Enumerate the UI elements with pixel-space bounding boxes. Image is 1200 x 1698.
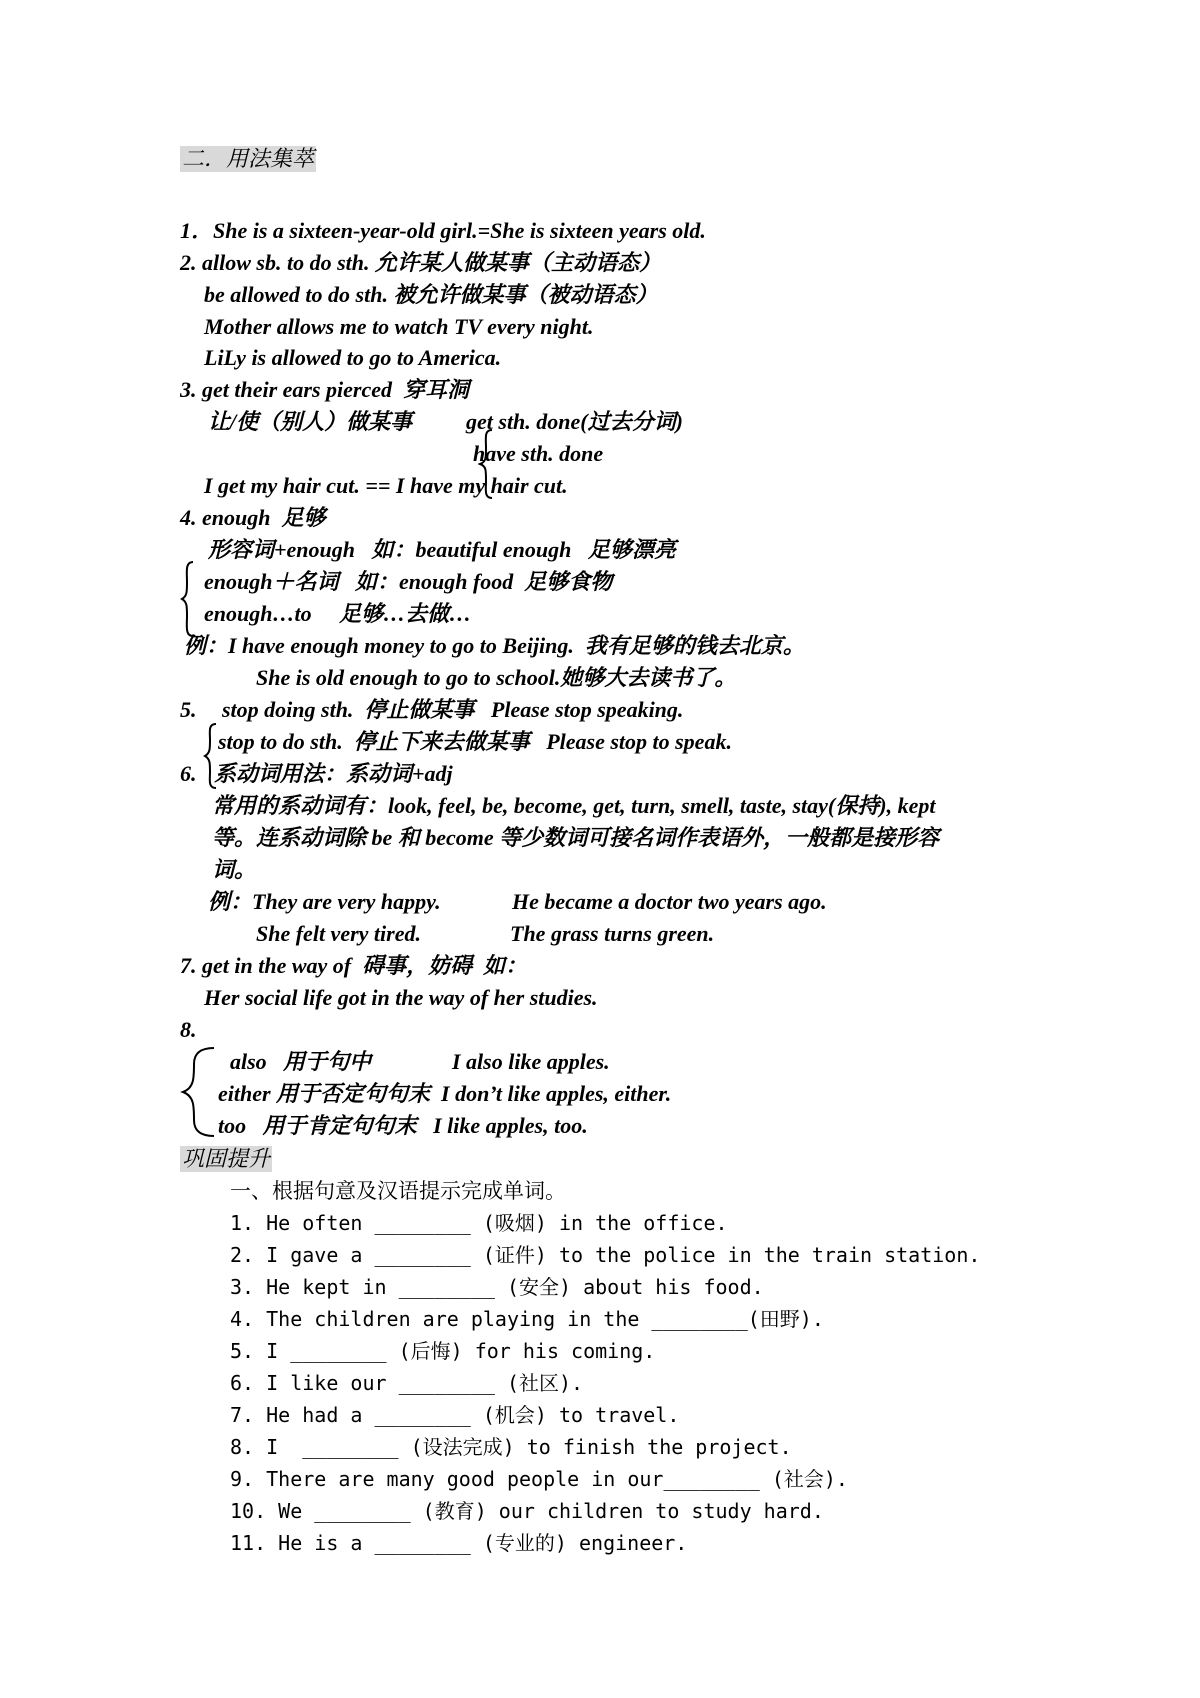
usage-line-29: 7. get in the way of 碍事，妨碍 如：: [180, 953, 528, 978]
usage-line-5: LiLy is allowed to go to America.: [204, 345, 502, 370]
usage-line-18: stop doing sth. 停止做某事 Please stop speaking.: [222, 697, 684, 722]
usage-line-17: 5.: [180, 697, 197, 722]
exercise-item-4: 4. The children are playing in the ________(田野).: [230, 1307, 824, 1331]
brace-get-have: [478, 428, 498, 500]
exercise-item-3: 3. He kept in ________ (安全) about his food.: [230, 1275, 764, 1299]
exercise-item-5: 5. I ________ (后悔) for his coming.: [230, 1339, 656, 1363]
usage-line-20: 6.: [180, 761, 197, 786]
usage-line-1: 1．She is a sixteen-year-old girl.=She is sixteen years old.: [180, 218, 706, 243]
usage-line-27: She felt very tired.: [256, 921, 421, 946]
usage-line-30: Her social life got in the way of her studies.: [204, 985, 598, 1010]
usage-line-2: 2. allow sb. to do sth. 允许某人做某事（主动语态）: [180, 250, 661, 275]
consolidate-title: 巩固提升: [182, 1146, 271, 1171]
usage-line-24: 词。: [212, 857, 257, 882]
usage-line-32: also 用于句中: [230, 1049, 372, 1074]
usage-line-13: enough＋名词 如：enough food 足够食物: [204, 569, 613, 594]
usage-line-15: 例：I have enough money to go to Beijing. 我有足够的钱去北京。: [184, 633, 805, 658]
usage-line-26: He became a doctor two years ago.: [512, 889, 827, 914]
usage-line-12: 形容词+enough 如：beautiful enough 足够漂亮: [208, 537, 676, 562]
exercise-item-6: 6. I like our ________ (社区).: [230, 1371, 584, 1395]
exercise-item-9: 9. There are many good people in our________ (社会).: [230, 1467, 848, 1491]
exercise-item-1: 1. He often ________ (吸烟) in the office.: [230, 1211, 728, 1235]
exercise-item-10: 10. We ________ (教育) our children to study hard.: [230, 1499, 824, 1523]
usage-line-34: either 用于否定句句末 I don’t like apples, either.: [218, 1081, 672, 1106]
exercise-item-7: 7. He had a ________ (机会) to travel.: [230, 1403, 680, 1427]
exercise-item-11: 11. He is a ________ (专业的) engineer.: [230, 1531, 688, 1555]
usage-line-33: I also like apples.: [452, 1049, 610, 1074]
usage-line-35: too 用于肯定句句末 I like apples, too.: [218, 1113, 588, 1138]
usage-line-11: 4. enough 足够: [180, 505, 326, 530]
usage-line-21: 系动词用法：系动词+adj: [214, 761, 453, 786]
usage-line-10: I get my hair cut. == I have my hair cut.: [204, 473, 568, 498]
brace-also-either-too: [180, 1044, 216, 1140]
exercise-item-2: 2. I gave a ________ (证件) to the police in the train station.: [230, 1243, 981, 1267]
usage-line-4: Mother allows me to watch TV every night.: [204, 314, 594, 339]
exercise-item-8: 8. I ________ (设法完成) to finish the project.: [230, 1435, 792, 1459]
usage-line-31: 8.: [180, 1017, 197, 1042]
usage-line-28: The grass turns green.: [510, 921, 715, 946]
usage-line-6: 3. get their ears pierced 穿耳洞: [180, 377, 470, 402]
usage-line-14: enough…to 足够…去做…: [204, 601, 472, 626]
usage-line-19: stop to do sth. 停止下来去做某事 Please stop to speak.: [218, 729, 732, 754]
usage-line-8: get sth. done(过去分词): [466, 409, 683, 434]
usage-line-7: 让/使（别人）做某事: [208, 409, 413, 434]
brace-enough: [180, 560, 196, 638]
usage-line-22: 常用的系动词有：look, feel, be, become, get, turn, smell, taste, stay(保持), kept: [212, 793, 936, 818]
consolidate-instruction: 一、根据句意及汉语提示完成单词。: [230, 1179, 566, 1203]
usage-line-25: 例：They are very happy.: [208, 889, 441, 914]
section-title: 二．用法集萃: [182, 146, 315, 171]
usage-line-9: have sth. done: [473, 441, 604, 466]
usage-line-23: 等。连系动词除 be 和 become 等少数词可接名词作表语外，一般都是接形容: [212, 825, 940, 850]
usage-line-16: She is old enough to go to school.她够大去读书了。: [256, 665, 737, 690]
usage-line-3: be allowed to do sth. 被允许做某事（被动语态）: [204, 282, 658, 307]
